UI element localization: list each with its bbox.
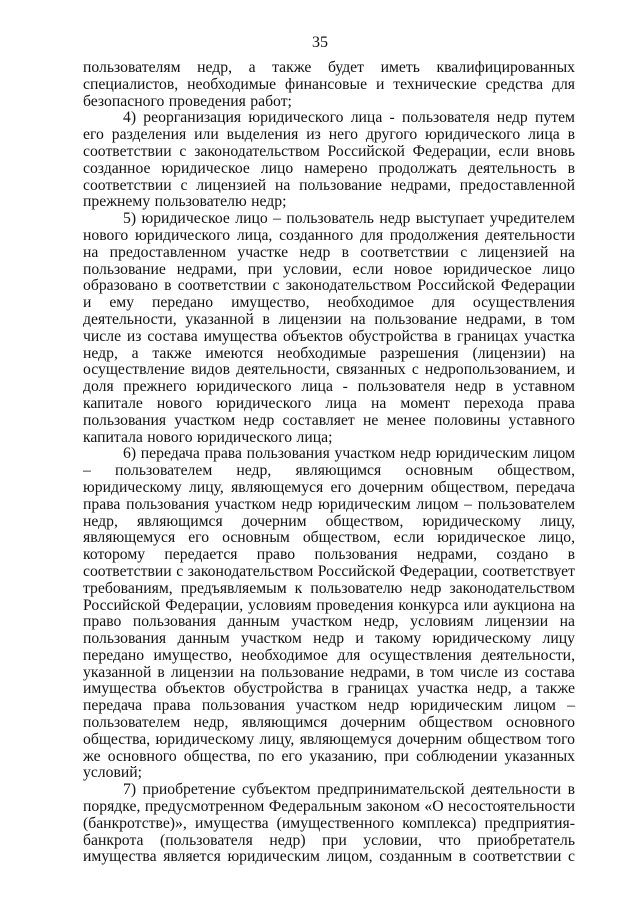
paragraph-item-5: 5) юридическое лицо – пользователь недр выступает учредителем нового юридического лица, созданного для продолжения деятельности на предоставленном участке недр в соответствии с лицензией на пользование недрами, при условии, если новое юридическое лицо образовано в соответствии с законодательством Российской Федерации и ему передано имущество, необходимое для осуществления деятельности, указанной в лицензии на пользование недрами, в том числе из состава имущества объектов обустройства в границах участка недр, а также имеются необходимые разрешения (лицензии) на осуществление видов деятельности, связанных с недропользованием, и доля прежнего юридического лица - пользователя недр в уставном капитале нового юридического лица на момент перехода права пользования участком недр составляет не менее половины уставного капитала нового юридического лица; (83, 210, 575, 446)
paragraph-item-7: 7) приобретение субъектом предпринимательской деятельности в порядке, предусмотренном Федеральным законом «О несостоятельности (банкротстве)», имущества (имущественного комплекса) предприятия-банкрота (пользователя недр) при условии, что приобретатель имущества является юридическим лицом, созданным в соответствии с (83, 781, 575, 866)
paragraph-continuation: пользователям недр, а также будет иметь квалифицированных специалистов, необходимые финансовые и технические средства для безопасного проведения работ; (83, 59, 575, 110)
body-text (83, 60, 575, 866)
paragraph-item-4: 4) реорганизация юридического лица - пользователя недр путем его разделения или выделения из него другого юридического лица в соответствии с законодательством Российской Федерации, если вновь созданное юридическое лицо намерено продолжать деятельность в соответствии с лицензией на пользование недрами, предоставленной прежнему пользователю недр; (83, 109, 575, 211)
page-number: 35 (312, 34, 328, 51)
paragraph-item-6: 6) передача права пользования участком недр юридическим лицом – пользователем недр, являющимся основным обществом, юридическому лицу, являющемуся его дочерним обществом, передача права пользования участком недр юридическим лицом – пользователем недр, являющимся дочерним обществом, юридическому лицу, являющемуся его основным обществом, если юридическое лицо, которому передается право пользования недрами, создано в соответствии с законодательством Российской Федерации, соответствует требованиям, предъявляемым к пользователю недр законодательством Российской Федерации, условиям проведения конкурса или аукциона на право пользования данным участком недр, условиям лицензии на пользования данным участком недр и такому юридическому лицу передано имущество, необходимое для осуществления деятельности, указанной в лицензии на пользование недрами, в том числе из состава имущества объектов обустройства в границах участка недр, а также передача права пользования участком недр юридическим лицом – пользователем недр, являющимся дочерним обществом основного общества, юридическому лицу, являющемуся дочерним обществом того же основного общества, по его указанию, при соблюдении указанных условий; (83, 445, 575, 782)
